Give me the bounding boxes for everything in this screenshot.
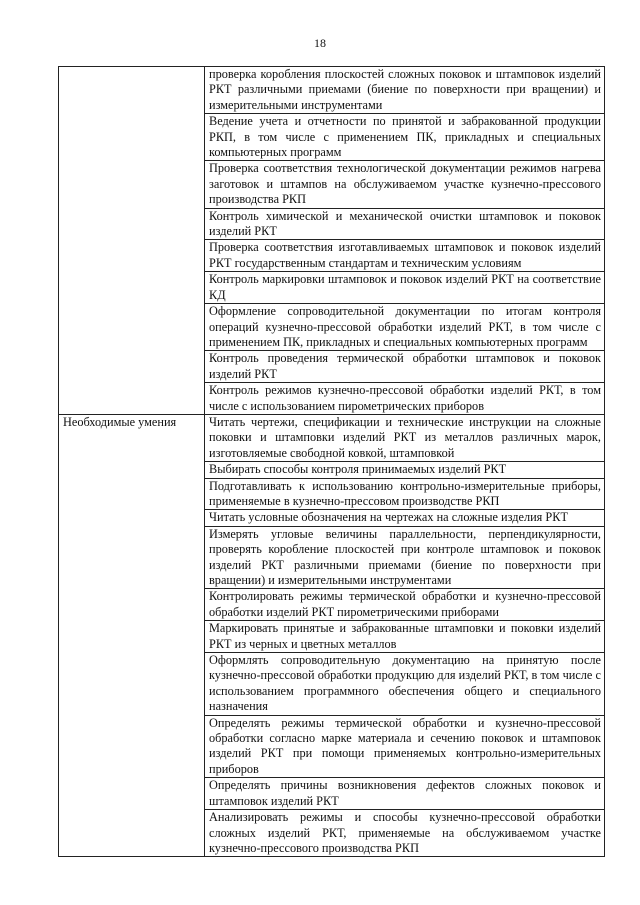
table-cell: Маркировать принятые и забракованные штамповки и поковки изделий РКТ из черных и цветных металлов	[205, 621, 605, 653]
section-label-skills: Необходимые умения	[59, 414, 205, 856]
table-cell: проверка коробления плоскостей сложных поковок и штамповок изделий РКТ различными приемами (биение по поверхности при вращении) и измерительными инструментами	[205, 67, 605, 114]
table-row	[59, 67, 605, 114]
table-cell: Анализировать режимы и способы кузнечно-прессовой обработки сложных изделий РКТ, применяемые на обслуживаемом участке кузнечно-прессового производства РКП	[205, 810, 605, 857]
table-cell: Контроль химической и механической очистки штамповок и поковок изделий РКТ	[205, 208, 605, 240]
requirements-table	[58, 66, 605, 857]
table-cell: Подготавливать к использованию контрольно-измерительные приборы, применяемые в кузнечно-прессовом производстве РКП	[205, 478, 605, 510]
page-number: 18	[314, 36, 326, 50]
table-cell: Ведение учета и отчетности по принятой и забракованной продукции РКП, в том числе с применением ПК, прикладных и специальных компьютерных программ	[205, 114, 605, 161]
section-label-empty	[59, 67, 205, 415]
table-cell: Оформлять сопроводительную документацию на принятую после кузнечно-прессовой обработки продукцию для изделий РКТ, в том числе с использованием программного обеспечения общего и специального назначения	[205, 653, 605, 716]
table-cell: Контроль маркировки штамповок и поковок изделий РКТ на соответствие КД	[205, 272, 605, 304]
table-cell: Определять режимы термической обработки и кузнечно-прессовой обработки согласно марке материала и сечению поковок и штамповок изделий РКТ при помощи применяемых контрольно-измерительных приборов	[205, 715, 605, 778]
table-cell: Проверка соответствия изготавливаемых штамповок и поковок изделий РКТ государственным стандартам и техническим условиям	[205, 240, 605, 272]
table-cell: Определять причины возникновения дефектов сложных поковок и штамповок изделий РКТ	[205, 778, 605, 810]
table-cell: Выбирать способы контроля принимаемых изделий РКТ	[205, 462, 605, 478]
table-cell: Контроль режимов кузнечно-прессовой обработки изделий РКТ, в том числе с использованием пирометрических приборов	[205, 383, 605, 415]
table-cell: Читать чертежи, спецификации и технические инструкции на сложные поковки и штамповки изделий РКТ из металлов различных марок, изготовляемые свободной ковкой, штамповкой	[205, 414, 605, 461]
table-cell: Измерять угловые величины параллельности, перпендикулярности, проверять коробление плоскостей при контроле штамповок и поковок изделий РКТ различными приемами (биение по поверхности при вращении) и измерительными инструментами	[205, 526, 605, 589]
table-cell: Контроль проведения термической обработки штамповок и поковок изделий РКТ	[205, 351, 605, 383]
table-cell: Оформление сопроводительной документации по итогам контроля операций кузнечно-прессовой обработки изделий РКТ, в том числе с применением ПК, прикладных и специальных компьютерных программ	[205, 304, 605, 351]
table-row	[59, 414, 605, 461]
table-cell: Проверка соответствия технологической документации режимов нагрева заготовок и штампов на обслуживаемом участке кузнечно-прессового производства РКП	[205, 161, 605, 208]
table-cell: Читать условные обозначения на чертежах на сложные изделия РКТ	[205, 510, 605, 526]
table-cell: Контролировать режимы термической обработки и кузнечно-прессовой обработки изделий РКТ пирометрическими приборами	[205, 589, 605, 621]
